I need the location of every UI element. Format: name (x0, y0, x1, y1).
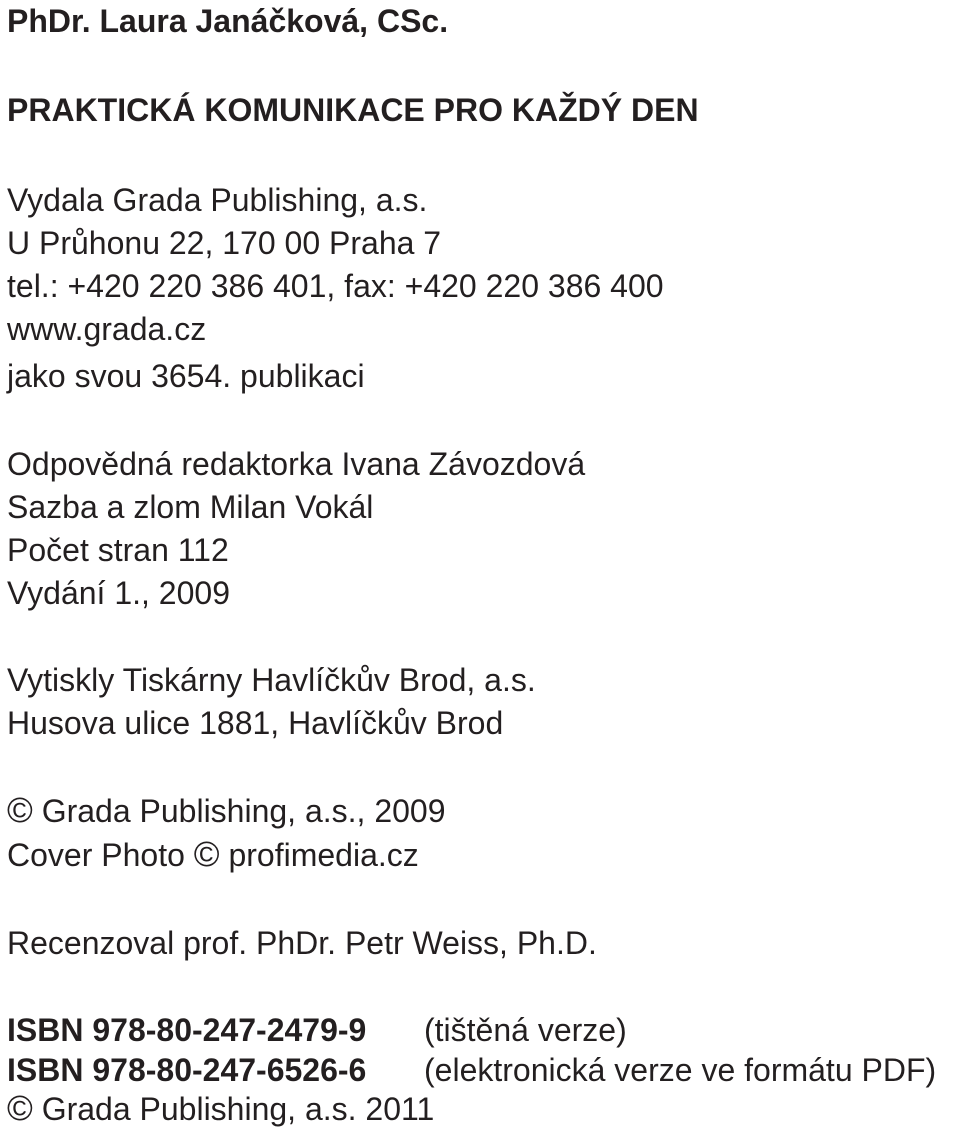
final-copyright (7, 1090, 434, 1128)
copyright-holder: Grada Publishing, a.s., 2009 (41, 793, 446, 829)
publication-number: jako svou 3654. publikaci (7, 358, 365, 394)
reviewer-credit: Recenzoval prof. PhDr. Petr Weiss, Ph.D. (7, 925, 597, 961)
isbn-note: (elektronická verze ve formátu PDF) (424, 1052, 937, 1088)
isbn-note: (tištěná verze) (424, 1012, 627, 1048)
edition-info: Vydání 1., 2009 (7, 575, 230, 611)
author-name: PhDr. Laura Janáčková, CSc. (7, 3, 449, 39)
isbn-number: ISBN 978-80-247-2479-9 (7, 1012, 367, 1048)
printer-name: Vytiskly Tiskárny Havlíčkův Brod, a.s. (7, 662, 536, 698)
page-count: Počet stran 112 (7, 532, 229, 568)
copyright-icon: © (7, 1089, 33, 1128)
copyright-icon: © (7, 791, 33, 830)
publisher-line: Vydala Grada Publishing, a.s. (7, 182, 428, 218)
printer-address: Husova ulice 1881, Havlíčkův Brod (7, 705, 504, 741)
cover-photo-source: profimedia.cz (228, 837, 419, 873)
publisher-copyright (7, 792, 446, 830)
final-copyright-text: Grada Publishing, a.s. 2011 (41, 1091, 435, 1127)
typesetting-credit: Sazba a zlom Milan Vokál (7, 489, 374, 525)
isbn-pdf (7, 1051, 936, 1089)
isbn-number: ISBN 978-80-247-6526-6 (7, 1052, 367, 1088)
copyright-icon: © (193, 835, 220, 874)
editor-credit: Odpovědná redaktorka Ivana Závozdová (7, 446, 586, 482)
isbn-print (7, 1011, 627, 1049)
book-title: PRAKTICKÁ KOMUNIKACE PRO KAŽDÝ DEN (7, 92, 699, 128)
cover-photo-credit (7, 836, 419, 874)
publisher-address: U Průhonu 22, 170 00 Praha 7 (7, 225, 442, 261)
publisher-website: www.grada.cz (7, 311, 207, 347)
publisher-phone: tel.: +420 220 386 401, fax: +420 220 386 400 (7, 268, 664, 304)
cover-photo-label: Cover Photo (7, 837, 185, 873)
